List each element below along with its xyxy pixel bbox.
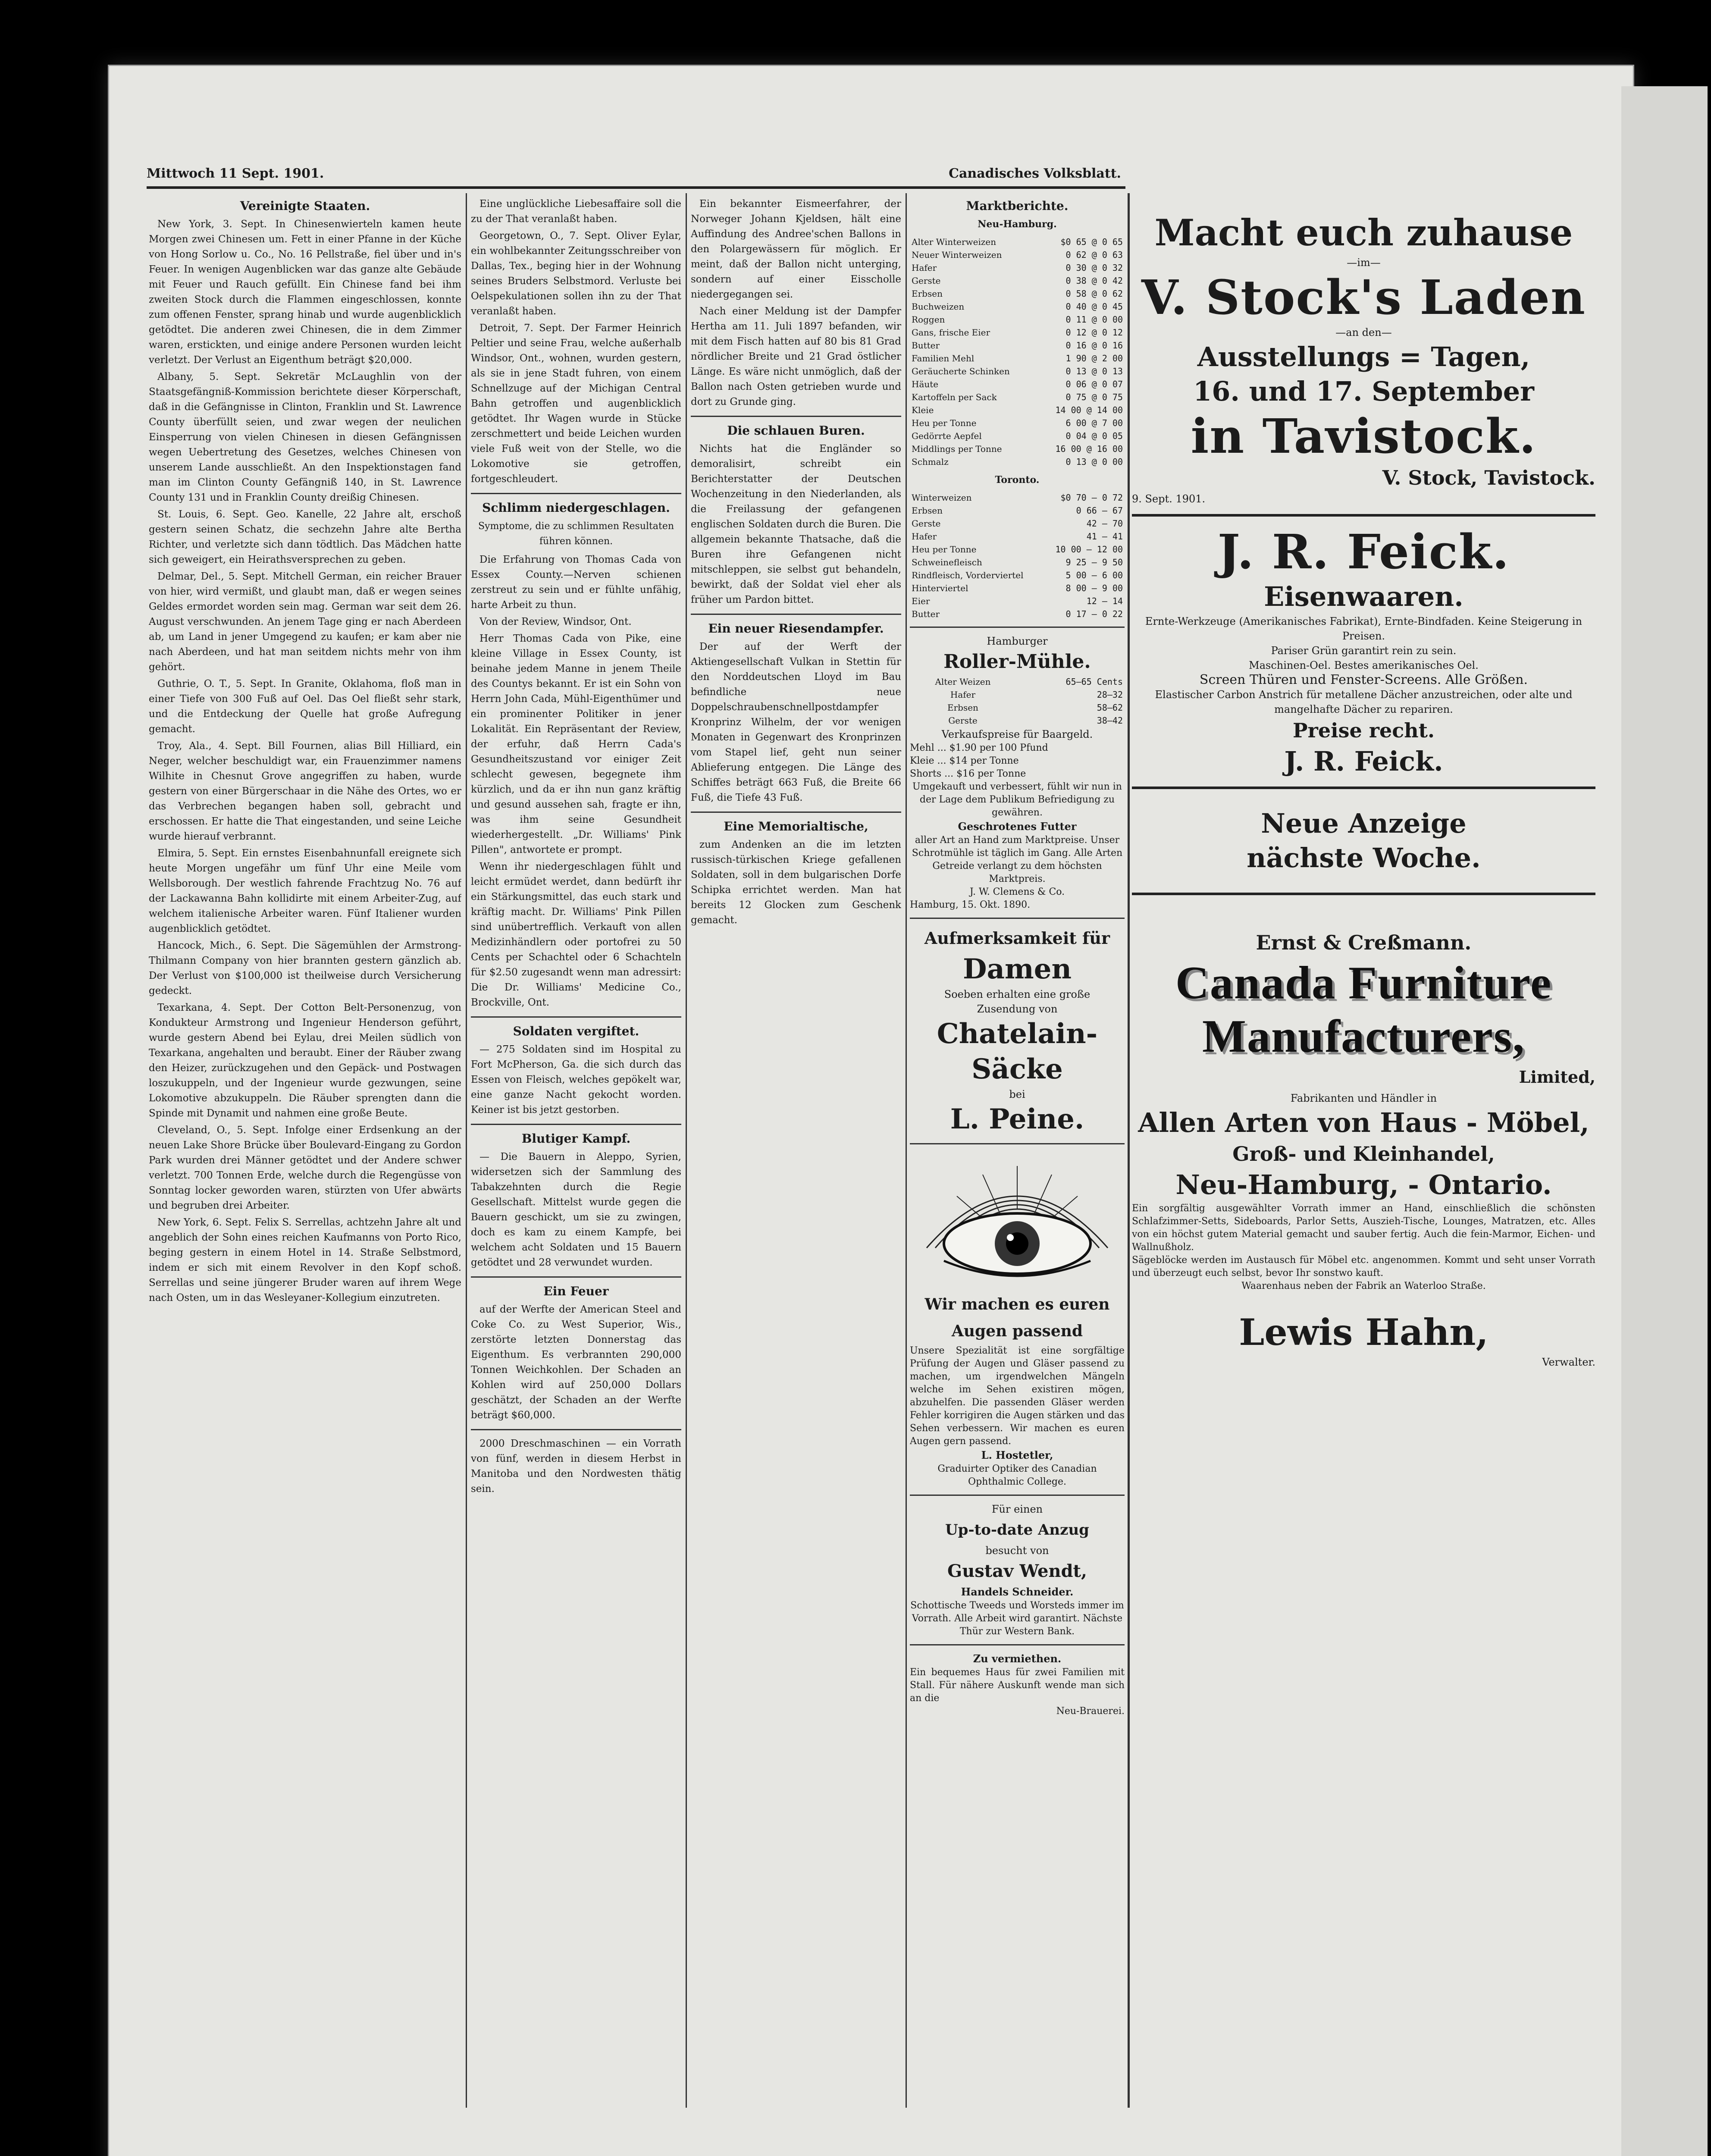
market-title: Marktberichte.: [966, 199, 1069, 213]
tailor-l3: besucht von: [985, 1545, 1049, 1557]
article-paragraph: Troy, Ala., 4. Sept. Bill Fournen, alias Bill Hilliard, ein Neger, welcher beschuldigt war, ein Frauenzimmer namens Wilhite in Chesnut Grove angegriffen zu haben, wurde gestern von einer Bürgerschaar in die Nähe des Ortes, wo er das Verbrechen begangen haben soll, gebracht und erschossen. Er hatte die That eingestanden, und seine Leiche wurde hierauf verbrannt.: [149, 740, 461, 842]
item-label: Butter: [912, 340, 940, 351]
item-label: Gerste: [948, 715, 978, 726]
article-heading: Blutiger Kampf.: [521, 1131, 631, 1146]
item-label: Heu per Tonne: [912, 418, 977, 428]
stock-l6: 16. und 17. September: [1193, 376, 1534, 407]
item-price: $0 70 — 0 72: [1060, 492, 1123, 503]
article-heading: Eine Memorialtische,: [724, 819, 868, 834]
mill-price-line: Shorts ... $16 per Tonne: [910, 768, 1026, 779]
damen-l4: Zusendung von: [977, 1003, 1058, 1015]
item-price: 6 00 @ 7 00: [1065, 418, 1123, 428]
item-price: 58—62: [1097, 702, 1123, 713]
article-paragraph: Delmar, Del., 5. Sept. Mitchell German, ein reicher Brauer von hier, wird vermißt, und glaubt man, daß er wegen seines Geldes ermordet worden sein mag. German war seit dem 26. August verschwunden. An jenem Tage ging er nach Aberdeen ab, um Land in jener Umgegend zu kaufen; er kam aber nie nach Aberdeen, und hat man seitdem nichts mehr von ihm gehört.: [149, 571, 461, 673]
item-label: Gerste: [912, 518, 941, 529]
item-price: 12 — 14: [1086, 596, 1123, 606]
furniture-big-1: Canada Furniture: [1175, 957, 1552, 1009]
article-heading: Schlimm niedergeschlagen.: [482, 501, 670, 515]
table-row: [910, 569, 1125, 582]
stock-l4: —an den—: [1335, 326, 1392, 338]
separator: [471, 1276, 681, 1278]
article-paragraph: zum Andenken an die im letzten russisch-türkischen Kriege gefallenen Soldaten, soll in dem bulgarischen Dorfe Schipka errichtet werden. Man hat bereits 12 Glocken zum Geschenk gemacht.: [691, 839, 901, 926]
market-subtitle: Toronto.: [995, 474, 1040, 486]
separator: [910, 1495, 1125, 1496]
item-label: Buchweizen: [912, 301, 965, 312]
item-label: Alter Winterweizen: [912, 237, 997, 247]
stock-ad: [1132, 203, 1595, 517]
table-row: [910, 530, 1125, 543]
article-heading: Soldaten vergiftet.: [513, 1024, 639, 1038]
table-row: [910, 582, 1125, 595]
item-price: 28—32: [1097, 689, 1123, 700]
article-paragraph: auf der Werfte der American Steel and Coke Co. zu West Superior, Wis., zerstörte letzten Donnerstag das Eigenthum. Es verbrannten 290,000 Tonnen Weichkohlen. Der Schaden an Kohlen wird auf 250,000 Dollars geschätzt, der Schaden an der Werfte beträgt $60,000.: [471, 1304, 681, 1421]
item-label: Eier: [912, 596, 930, 606]
item-label: Erbsen: [947, 702, 978, 713]
furniture-firm: Ernst & Creßmann.: [1256, 931, 1472, 954]
item-price: $0 65 @ 0 65: [1060, 237, 1123, 247]
column-1: [149, 197, 461, 2103]
stock-l3: V. Stock's Laden: [1141, 270, 1586, 325]
stock-l5: Ausstellungs = Tagen,: [1197, 341, 1530, 373]
column-rule: [906, 193, 907, 2108]
tailor-ad: [910, 1502, 1125, 1638]
separator: [910, 1644, 1125, 1645]
damen-l3: Soeben erhalten eine große: [944, 988, 1091, 1000]
mill-futter-text: aller Art an Hand zum Marktpreise. Unser Schrotmühle ist täglich im Gang. Alle Arten Getreide verlangt zu dem höchsten Marktpreis.: [912, 835, 1123, 884]
separator: [471, 1429, 681, 1430]
column-3: [691, 197, 901, 2103]
table-row: [910, 248, 1125, 261]
header-date: Mittwoch 11 Sept. 1901.: [147, 166, 324, 181]
optician-name: L. Hostetler,: [981, 1449, 1053, 1461]
item-price: 0 40 @ 0 45: [1065, 301, 1123, 312]
mill-note: Umgekauft und verbessert, fühlt wir nun in der Lage dem Publikum Befriedigung zu gewähren.: [912, 781, 1122, 818]
item-price: 65—65 Cents: [1065, 677, 1123, 687]
mill-dateline: Hamburg, 15. Okt. 1890.: [910, 899, 1031, 910]
furniture-l3: Neu-Hamburg, - Ontario.: [1175, 1169, 1552, 1200]
feick-name: J. R. Feick.: [1217, 524, 1510, 580]
item-label: Winterweizen: [912, 492, 972, 503]
furniture-big-2: Manufacturers,: [1202, 1011, 1525, 1062]
feick-line: Ernte-Werkzeuge (Amerikanisches Fabrikat), Ernte-Bindfaden. Keine Steigerung in Preisen.: [1145, 615, 1583, 642]
table-row: [910, 688, 1125, 701]
item-label: Middlings per Tonne: [912, 444, 1002, 454]
item-price: 0 13 @ 0 00: [1065, 457, 1123, 467]
item-price: 42 — 70: [1086, 518, 1123, 529]
market-table-toronto: [910, 491, 1125, 620]
table-row: [910, 675, 1125, 688]
item-label: Schweinefleisch: [912, 557, 982, 567]
tailor-l1: Für einen: [991, 1503, 1043, 1515]
rent-body: Ein bequemes Haus für zwei Familien mit Stall. Für nähere Auskunft wende man sich an die: [910, 1667, 1125, 1704]
table-row: [910, 391, 1125, 404]
item-price: 1 90 @ 2 00: [1065, 353, 1123, 364]
mill-prices-title: Verkaufspreise für Baargeld.: [941, 728, 1093, 740]
article-heading: Die schlauen Buren.: [727, 423, 865, 438]
column-rule: [466, 193, 467, 2108]
item-price: 0 30 @ 0 32: [1065, 263, 1123, 273]
page-header: [147, 163, 1121, 184]
furniture-role: Verwalter.: [1542, 1356, 1595, 1368]
item-label: Hafer: [950, 689, 976, 700]
item-label: Hinterviertel: [912, 583, 968, 593]
eye-illustration: [910, 1153, 1125, 1282]
mill-price-line: Mehl ... $1.90 per 100 Pfund: [910, 743, 1048, 753]
item-label: Häute: [912, 379, 939, 389]
article-paragraph: Texarkana, 4. Sept. Der Cotton Belt-Personenzug, von Kondukteur Armstrong und Ingenieur Henderson geführt, wurde gestern Abend bei Eylau, drei Meilen südlich von Texarkana, angehalten und beraubt. Einer der Räuber zwang den Heizer, zurückzugehen und den Gepäck- und Postwagen loszukuppeln, und der Ingenieur wurde gezwungen, seine Lokomotive abzukuppeln. Die Räuber sprengten dann die Spinde mit Dynamit und nahmen eine große Beute.: [149, 1002, 461, 1119]
item-label: Erbsen: [912, 505, 943, 516]
furniture-l1: Allen Arten von Haus - Möbel,: [1138, 1107, 1589, 1138]
item-price: 5 00 — 6 00: [1065, 570, 1123, 580]
damen-l6: Säcke: [971, 1053, 1063, 1085]
table-row: [910, 378, 1125, 391]
article-paragraph: New York, 3. Sept. In Chinesenwierteln kamen heute Morgen zwei Chinesen um. Fett in einer Pfanne in der Küche von Hong Sorlow u. Co., No. 16 Pellstraße, fiel über und in's Feuer. In wenigen Augenblicken war das ganze alte Gebäude mit Feuer und Rauch gefüllt. Ein Chinese fand bei ihm zweiten Stock durch die Flammen eingeschlossen, konnte zum offenen Fenster, sprang hinab und wurde augenblicklich getödtet. Die anderen zwei Chinesen, die in dem Zimmer waren, erstickten, und einige andere Personen wurden leicht verletzt. Der Verlust an Eigenthum beträgt $20,000.: [149, 219, 461, 366]
damen-l2: Damen: [963, 953, 1072, 985]
separator: [691, 812, 901, 813]
table-row: [910, 442, 1125, 455]
mill-table: [910, 675, 1125, 727]
mill-title-1: Hamburger: [987, 635, 1048, 647]
article-paragraph: St. Louis, 6. Sept. Geo. Kanelle, 22 Jahre alt, erschoß gestern seinen Schatz, die sechzehn Jahre alte Bertha Richter, und verletzte sich dann tödtlich. Das Mädchen hatte sich geweigert, ein Heirathsversprechen zu geben.: [149, 509, 461, 565]
rent-title: Zu vermiethen.: [973, 1652, 1062, 1665]
item-price: 0 75 @ 0 75: [1065, 392, 1123, 402]
separator: [910, 1143, 1125, 1144]
article-paragraph: Georgetown, O., 7. Sept. Oliver Eylar, ein wohlbekannter Zeitungsschreiber von Dallas, Tex., beging hier in der Wohnung seines Bruders Selbstmord. Verluste bei Oelspekulationen sollen ihn zu der That veranlaßt haben.: [471, 230, 681, 317]
table-row: [910, 365, 1125, 378]
item-price: 0 16 @ 0 16: [1065, 340, 1123, 351]
furniture-l2: Groß- und Kleinhandel,: [1232, 1142, 1495, 1166]
item-price: 41 — 41: [1086, 531, 1123, 542]
table-row: [910, 287, 1125, 300]
item-price: 9 25 — 9 50: [1065, 557, 1123, 567]
table-row: [910, 608, 1125, 620]
feick-heading: Eisenwaaren.: [1264, 581, 1463, 612]
feick-line: Pariser Grün garantirt rein zu sein.: [1271, 645, 1457, 657]
item-price: 0 11 @ 0 00: [1065, 314, 1123, 325]
feick-line: Elastischer Carbon Anstrich für metallene Dächer anzustreichen, oder alte und mangelhafte Dächer zu repariren.: [1155, 689, 1573, 715]
item-label: Neuer Winterweizen: [912, 250, 1002, 260]
item-price: 10 00 — 12 00: [1055, 544, 1123, 555]
article-paragraph: Nichts hat die Engländer so demoralisirt, schreibt ein Berichterstatter der Deutschen Wochenzeitung in den Niederlanden, als die Freilassung der gefangenen englischen Soldaten durch die Buren. Die allgemein bekannte Thatsache, daß die Buren ihre Gefangenen nicht mitschleppen, sie selbst gut behandeln, bewirkt, daß der Soldat viel eher als früher um Pardon bittet.: [691, 443, 901, 605]
item-label: Familien Mehl: [912, 353, 975, 364]
article-heading: Ein neuer Riesendampfer.: [708, 621, 884, 636]
item-price: 0 66 — 67: [1076, 505, 1123, 516]
stock-l7: in Tavistock.: [1191, 408, 1537, 464]
market-subtitle: Neu-Hamburg.: [978, 219, 1057, 230]
mill-ad: [910, 634, 1125, 912]
article-subheading: Symptome, die zu schlimmen Resultaten führen können.: [478, 521, 674, 547]
separator: [691, 614, 901, 615]
article-paragraph: Herr Thomas Cada von Pike, eine kleine Village in Essex County, ist beinahe jedem Manne in jenem Theile des Countys bekannt. Er ist ein Sohn von Herrn John Cada, Mühl-Eigenthümer und ein prominenter Politiker in jener Lokalität. Ein Repräsentant der Review, der erfuhr, daß Herrn Cada's Gesundheitszustand vor einiger Zeit schlecht gewesen, begegnete ihm kürzlich, und da er ihn nun ganz kräftig und gesund aussehen sah, fragte er ihn, was ihm seine Gesundheit wiederhergestellt. „Dr. Williams' Pink Pillen", antwortete er prompt.: [471, 633, 681, 856]
eye-icon: [918, 1153, 1116, 1282]
furniture-body: Waarenhaus neben der Fabrik an Waterloo Straße.: [1241, 1281, 1486, 1291]
article-paragraph: — Die Bauern in Aleppo, Syrien, widersetzen sich der Sammlung des Tabakzehnten durch die Regie Gesellschaft. Mittelst wurde gegen die Bauern geschickt, um sie zu zwingen, doch es kam zu einem Kampfe, bei welchem acht Soldaten und 15 Bauern getödtet und 28 verwundet wurden.: [471, 1151, 681, 1268]
table-row: [910, 491, 1125, 504]
optician-body: Unsere Spezialität ist eine sorgfältige Prüfung der Augen und Gläser passend zu machen, um irgendwelchen Mängeln welche im Sehen existiren mögen, abzuhelfen. Die passenden Gläser werden Fehler korrigiren die Augen stärken und das Sehen verbessern. Wir machen es euren Augen gern passend.: [910, 1345, 1125, 1447]
article-paragraph: 2000 Dreschmaschinen — ein Vorrath von fünf, werden in diesem Herbst in Manitoba und den Nordwesten thätig sein.: [471, 1438, 681, 1495]
article-paragraph: Eine unglückliche Liebesaffaire soll die zu der That veranlaßt haben.: [471, 198, 681, 225]
article-paragraph: — 275 Soldaten sind im Hospital zu Fort McPherson, Ga. die sich durch das Essen von Fleisch, welches gepökelt war, eine ganze Nacht gekocht worden. Keiner ist bis jetzt gestorben.: [471, 1044, 681, 1116]
article-paragraph: New York, 6. Sept. Felix S. Serrellas, achtzehn Jahre alt und angeblich der Sohn eines reichen Kaufmanns von Porto Rico, beging gestern in einem Hotel in 14. Straße Selbstmord, indem er sich mit einem Revolver in den Kopf schoß. Serrellas und seine jüngerer Bruder waren auf ihrem Wege nach Osten, um in das Wesleyaner-Kollegium einzutreten.: [149, 1217, 461, 1304]
column-4: [910, 197, 1125, 2103]
feick-line: Maschinen-Oel. Bestes amerikanisches Oel.: [1249, 659, 1479, 671]
item-label: Rindfleisch, Vorderviertel: [912, 570, 1024, 580]
article-heading: Vereinigte Staaten.: [240, 199, 370, 213]
item-price: 0 58 @ 0 62: [1065, 288, 1123, 299]
feick-line: Screen Thüren und Fenster-Screens. Alle Größen.: [1199, 672, 1528, 687]
furniture-ad: [1132, 895, 1595, 1377]
table-row: [910, 352, 1125, 365]
table-row: [910, 429, 1125, 442]
mill-futter-title: Geschrotenes Futter: [958, 820, 1077, 833]
ads-column: [1132, 203, 1595, 1377]
separator: [910, 918, 1125, 919]
mill-title-2: Roller-Mühle.: [943, 651, 1091, 673]
separator: [471, 1016, 681, 1018]
stock-l2: —im—: [1347, 257, 1381, 269]
next-week-ad: [1132, 789, 1595, 895]
damen-ad: [910, 925, 1125, 1137]
stock-date: 9. Sept. 1901.: [1132, 493, 1206, 505]
table-row: [910, 261, 1125, 274]
damen-l5: Chatelain-: [937, 1018, 1098, 1050]
article-paragraph: Von der Review, Windsor, Ont.: [479, 616, 632, 627]
item-price: 0 04 @ 0 05: [1065, 431, 1123, 441]
next-l2: nächste Woche.: [1247, 842, 1481, 874]
table-row: [910, 300, 1125, 313]
item-price: 8 00 — 9 00: [1065, 583, 1123, 593]
item-price: 16 00 @ 16 00: [1055, 444, 1123, 454]
next-l1: Neue Anzeige: [1261, 808, 1467, 839]
mill-price-line: Kleie ... $14 per Tonne: [910, 755, 1019, 766]
table-row: [910, 339, 1125, 352]
article-paragraph: Cleveland, O., 5. Sept. Infolge einer Erdsenkung an der neuen Lake Shore Brücke über Boulevard-Eingang zu Gordon Park wurden drei Männer getödtet und der Andere schwer verletzt. 700 Tonnen Erde, welche durch die Regengüsse von Sonntag locker geworden waren, stürzten von Ufer abwärts und begruben drei Arbeiter.: [149, 1125, 461, 1211]
table-row: [910, 235, 1125, 248]
item-price: 0 12 @ 0 12: [1065, 327, 1123, 338]
market-table-neu-hamburg: [910, 235, 1125, 468]
article-paragraph: Nach einer Meldung ist der Dampfer Hertha am 11. Juli 1897 befanden, wir mit dem Fisch hatten auf 80 bis 81 Grad nördlicher Breite und 21 Grad östlicher Länge. Es wäre nicht unmöglich, daß der Ballon nach Osten getrieben wurde und dort zu Grunde ging.: [691, 306, 901, 407]
furniture-sub: Fabrikanten und Händler in: [1290, 1092, 1437, 1104]
stock-l1: Macht euch zuhause: [1154, 211, 1573, 254]
separator: [910, 627, 1125, 628]
table-row: [910, 595, 1125, 608]
header-rule: [147, 186, 1125, 189]
tailor-l2: Up-to-date Anzug: [945, 1521, 1089, 1539]
page-edge: [1621, 86, 1708, 2156]
optician-l2: Augen passend: [951, 1322, 1083, 1340]
stock-sign: V. Stock, Tavistock.: [1382, 466, 1595, 489]
table-row: [910, 701, 1125, 714]
tailor-l4: Gustav Wendt,: [947, 1561, 1087, 1581]
item-label: Gerste: [912, 276, 941, 286]
column-2: [471, 197, 681, 2103]
table-row: [910, 714, 1125, 727]
item-price: 0 62 @ 0 63: [1065, 250, 1123, 260]
article-paragraph: Ein bekannter Eismeerfahrer, der Norweger Johann Kjeldsen, hält eine Auffindung des Andree'schen Ballons in den Polargewässern für möglich. Er meint, daß der Ballon nicht unterging, sondern auf einer Eisscholle niedergegangen sei.: [691, 198, 901, 300]
damen-l8: L. Peine.: [950, 1103, 1084, 1135]
article-heading: Ein Feuer: [543, 1284, 609, 1298]
item-label: Gans, frische Eier: [912, 327, 990, 338]
table-row: [910, 504, 1125, 517]
item-label: Kartoffeln per Sack: [912, 392, 997, 402]
item-label: Hafer: [912, 263, 937, 273]
table-row: [910, 274, 1125, 287]
separator: [471, 1124, 681, 1125]
item-price: 0 38 @ 0 42: [1065, 276, 1123, 286]
damen-l1: Aufmerksamkeit für: [924, 928, 1110, 948]
item-label: Hafer: [912, 531, 937, 542]
article-paragraph: Guthrie, O. T., 5. Sept. In Granite, Oklahoma, floß man in einer Tiefe von 300 Fuß auf Oel. Das Oel fließt sehr stark, und die Entdeckung der Quelle hat große Aufregung gemacht.: [149, 678, 461, 735]
item-label: Erbsen: [912, 288, 943, 299]
article-paragraph: Hancock, Mich., 6. Sept. Die Sägemühlen der Armstrong-Thilmann Company von hier brannten gestern gänzlich ab. Der Verlust von $100,000 ist theilweise durch Versicherung gedeckt.: [149, 940, 461, 997]
optician-l1: Wir machen es euren: [924, 1295, 1110, 1313]
article-paragraph: Wenn ihr niedergeschlagen fühlt und leicht ermüdet werdet, dann bedürft ihr ein Stärkungsmittel, das euch stark und kräftig macht. Dr. Williams' Pink Pillen sind unübertrefflich. Verkauft von allen Medizinhändlern oder portofrei zu 50 Cents per Schachtel oder 6 Schachteln für $2.50 zugesandt wenn man adressirt: Die Dr. Williams' Medicine Co., Brockville, Ont.: [471, 861, 681, 1008]
item-price: 0 17 — 0 22: [1065, 609, 1123, 619]
table-row: [910, 543, 1125, 556]
table-row: [910, 404, 1125, 417]
separator: [691, 416, 901, 417]
separator: [471, 493, 681, 494]
table-row: [910, 313, 1125, 326]
feick-prices: Preise recht.: [1293, 719, 1435, 742]
furniture-limited: Limited,: [1519, 1067, 1595, 1087]
item-price: 38—42: [1097, 715, 1123, 726]
tailor-body: Schottische Tweeds und Worsteds immer im Vorrath. Alle Arbeit wird garantirt. Nächste Thür zur Western Bank.: [910, 1600, 1124, 1637]
optician-title: Graduirter Optiker des Canadian Ophthalmic College.: [937, 1463, 1097, 1487]
item-price: 0 06 @ 0 07: [1065, 379, 1123, 389]
column-rule: [686, 193, 687, 2108]
item-label: Schmalz: [912, 457, 949, 467]
table-row: [910, 326, 1125, 339]
article-paragraph: Der auf der Werft der Aktiengesellschaft Vulkan in Stettin für den Norddeutschen Lloyd im Bau befindliche neue Doppelschraubenschnellpostdampfer Kronprinz Wilhelm, der vor wenigen Monaten in Gegenwart des Kronprinzen vom Stapel lief, geht nun seiner Ablieferung entgegen. Die Länge des Schiffes beträgt 663 Fuß, die Breite 66 Fuß, die Tiefe 43 Fuß.: [691, 641, 901, 803]
rent-sign: Neu-Brauerei.: [1056, 1706, 1125, 1717]
furniture-manager: Lewis Hahn,: [1239, 1311, 1489, 1354]
damen-l7: bei: [1009, 1088, 1025, 1100]
item-label: Roggen: [912, 314, 945, 325]
item-label: Heu per Tonne: [912, 544, 977, 555]
item-price: 14 00 @ 14 00: [1055, 405, 1123, 415]
article-paragraph: Detroit, 7. Sept. Der Farmer Heinrich Peltier und seine Frau, welche außerhalb Windsor, Ont., wohnen, wurden gestern, als sie in jene Stadt fuhren, von einem Schnellzuge auf der Michigan Central Bahn getroffen und augenblicklich getödtet. Ihr Wagen wurde in Stücke zerschmettert und beide Leichen wurden viele Fuß weit von der Stelle, wo die Lokomotive sie getroffen, fortgeschleudert.: [471, 323, 681, 485]
optician-ad: [910, 1153, 1125, 1489]
item-label: Kleie: [912, 405, 934, 415]
item-label: Alter Weizen: [935, 677, 991, 687]
furniture-body: Ein sorgfältig ausgewählter Vorrath immer an Hand, einschließlich die schönsten Schlafzimmer-Setts, Sideboards, Parlor Setts, Auszieh-Tische, Lounges, Matratzen, etc. Alles von ein höchst gutem Material gemacht und sauber fertig. Auch die fein-Marmor, Eichen- und Wallnußholz.: [1132, 1203, 1595, 1253]
feick-sign: J. R. Feick.: [1284, 746, 1443, 777]
rent-ad: [910, 1651, 1125, 1718]
column-rule: [1128, 193, 1130, 2108]
item-label: Geräucherte Schinken: [912, 366, 1010, 376]
feick-ad: [1132, 517, 1595, 789]
item-price: 0 13 @ 0 13: [1065, 366, 1123, 376]
table-row: [910, 556, 1125, 569]
article-paragraph: Albany, 5. Sept. Sekretär McLaughlin von der Staatsgefängniß-Kommission berichtete dieser Körperschaft, daß in die Gefängnisse in Clinton, Franklin und St. Lawrence County überfüllt seien, und zwar wegen der neulichen Einsperrung von vielen Chinesen in diesen Gefängnissen wegen Uebertretung des Gesetzes, welches Chinesen von unserem Lande ausschließt. An den Inspektionstagen fand man im Clinton County Gefängniß 140, in St. Lawrence County 131 und in Franklin County dreißig Chinesen.: [149, 371, 461, 503]
furniture-body: Sägeblöcke werden im Austausch für Möbel etc. angenommen. Kommt und seht unser Vorrath und überzeugt euch selbst, bevor Ihr sonstwo kauft.: [1132, 1255, 1595, 1279]
header-paper-name: Canadisches Volksblatt.: [949, 166, 1121, 181]
mill-firm: J. W. Clemens & Co.: [969, 887, 1065, 897]
item-label: Gedörrte Aepfel: [912, 431, 982, 441]
item-label: Butter: [912, 609, 940, 619]
table-row: [910, 455, 1125, 468]
article-paragraph: Elmira, 5. Sept. Ein ernstes Eisenbahnunfall ereignete sich heute Morgen ungefähr um fünf Uhr eine Meile vom Wellsborough. Der westlich fahrende Frachtzug No. 76 auf der Lackawanna Bahn kollidirte mit einem Arbeiter-Zug, auf welchem italienische Arbeiter waren. Fünf Italiener wurden augenblicklich getödtet.: [149, 848, 461, 934]
table-row: [910, 417, 1125, 429]
table-row: [910, 517, 1125, 530]
article-paragraph: Die Erfahrung von Thomas Cada von Essex County.—Nerven schienen zerstreut zu sein und er fühlte unfähig, harte Arbeit zu thun.: [471, 554, 681, 611]
tailor-l5: Handels Schneider.: [961, 1586, 1074, 1598]
